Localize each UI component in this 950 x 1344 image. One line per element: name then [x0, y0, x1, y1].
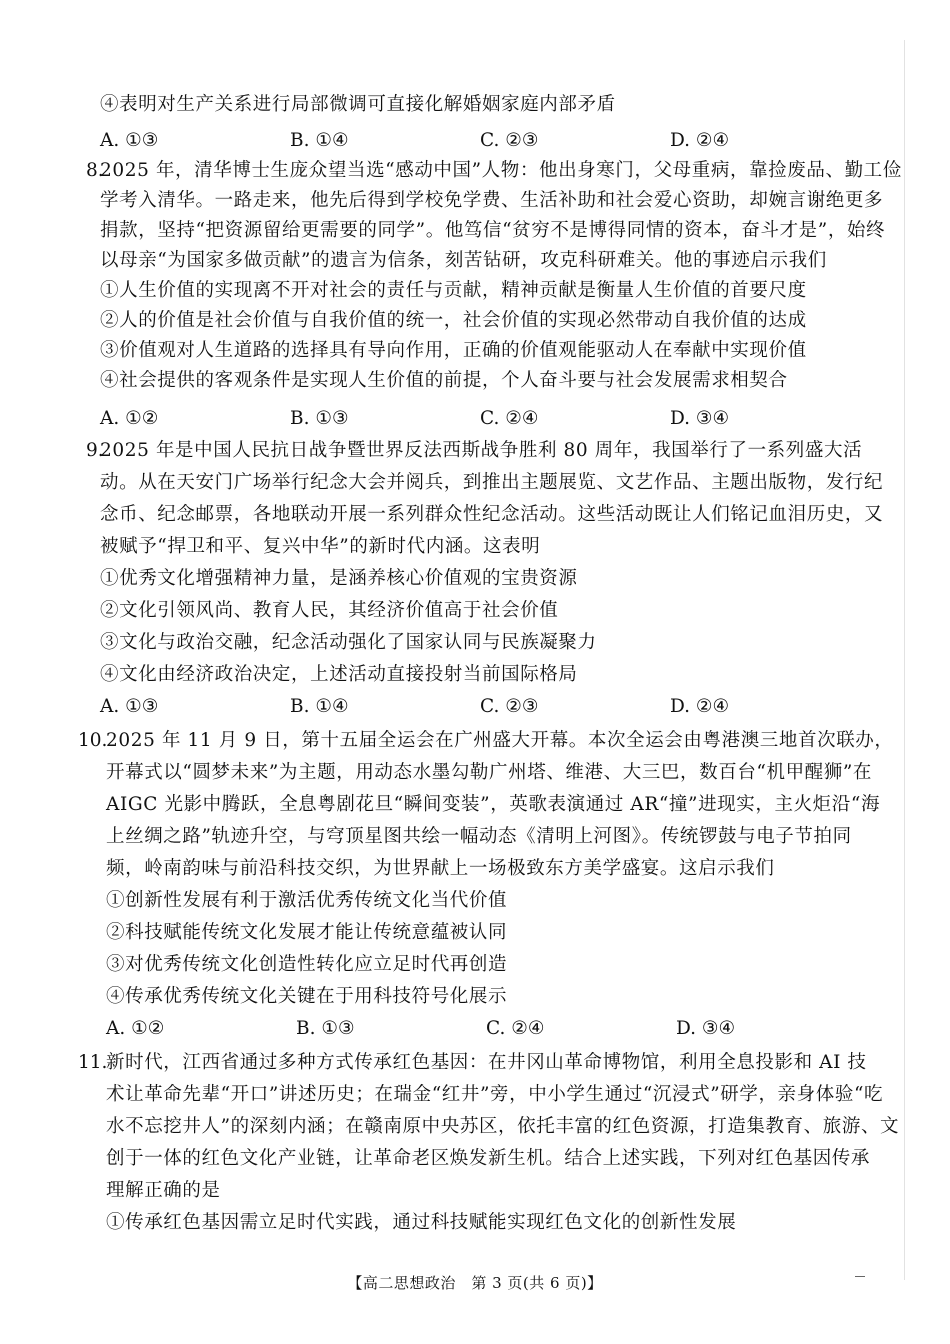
option-d: D. ②④ — [670, 130, 730, 151]
q8-stem-line-2: 学考入清华。一路走来，他先后得到学校免学费、生活补助和社会爱心资助，却婉言谢绝更多 — [100, 190, 884, 211]
option-c: C. ②④ — [486, 1018, 545, 1039]
q10-stem-line-2: 开幕式以“圆梦未来”为主题，用动态水墨勾勒广州塔、维港、大三巴，数百台“机甲醒狮”在 — [106, 762, 873, 783]
option-a: A. ①③ — [100, 130, 159, 151]
q11-stem-line-3: 水不忘挖井人”的深刻内涵；在赣南原中央苏区，依托丰富的红色资源，打造集教育、旅游、文 — [106, 1116, 900, 1137]
q10-options — [106, 1014, 866, 1044]
page-footer: 【高二思想政治 第 3 页(共 6 页)】 — [347, 1274, 603, 1292]
prev-question-options — [100, 126, 860, 156]
q9-stem-line-4: 被赋予“捍卫和平、复兴中华”的新时代内涵。这表明 — [100, 536, 541, 557]
scan-edge-line — [904, 40, 905, 1280]
q9-item-4: ④文化由经济政治决定，上述活动直接投射当前国际格局 — [100, 664, 578, 685]
q8-stem-line-4: 以母亲“为国家多做贡献”的遗言为信条，刻苦钻研，攻克科研难关。他的事迹启示我们 — [100, 250, 827, 271]
option-a: A. ①② — [100, 408, 159, 429]
option-c: C. ②③ — [480, 130, 539, 151]
q9-stem-line-1: 2025 年是中国人民抗日战争暨世界反法西斯战争胜利 80 周年，我国举行了一系列盛大活 — [100, 440, 863, 461]
q9-stem-line-2: 动。从在天安门广场举行纪念大会并阅兵，到推出主题展览、文艺作品、主题出版物，发行纪 — [100, 472, 884, 493]
q8-item-3: ③价值观对人生道路的选择具有导向作用，正确的价值观能驱动人在奉献中实现价值 — [100, 340, 807, 361]
q8-item-2: ②人的价值是社会价值与自我价值的统一，社会价值的实现必然带动自我价值的达成 — [100, 310, 807, 331]
q11-item-1: ①传承红色基因需立足时代实践，通过科技赋能实现红色文化的创新性发展 — [106, 1212, 737, 1233]
q9-number: 9. — [86, 440, 104, 461]
option-c: C. ②④ — [480, 408, 539, 429]
q9-item-2: ②文化引领风尚、教育人民，其经济价值高于社会价值 — [100, 600, 559, 621]
q11-stem-line-5: 理解正确的是 — [106, 1180, 221, 1201]
prev-question-item-4: ④表明对生产关系进行局部微调可直接化解婚姻家庭内部矛盾 — [100, 94, 616, 115]
q10-item-3: ③对优秀传统文化创造性转化应立足时代再创造 — [106, 954, 508, 975]
option-b: B. ①③ — [290, 408, 349, 429]
q9-item-3: ③文化与政治交融，纪念活动强化了国家认同与民族凝聚力 — [100, 632, 597, 653]
q11-stem-line-1: 新时代，江西省通过多种方式传承红色基因：在井冈山革命博物馆，利用全息投影和 AI 技 — [106, 1052, 867, 1073]
q8-stem-line-3: 捐款，坚持“把资源留给更需要的同学”。他笃信“贫穷不是博得同情的资本，奋斗才是”，始终 — [100, 220, 886, 241]
option-c: C. ②③ — [480, 696, 539, 717]
q9-options — [100, 692, 860, 722]
q10-stem-line-5: 频，岭南韵味与前沿科技交织，为世界献上一场极致东方美学盛宴。这启示我们 — [106, 858, 775, 879]
option-a: A. ①② — [106, 1018, 165, 1039]
corner-mark — [855, 1276, 865, 1277]
q10-number: 10. — [78, 730, 108, 751]
q8-options — [100, 404, 860, 434]
q10-item-2: ②科技赋能传统文化发展才能让传统意蕴被认同 — [106, 922, 508, 943]
option-a: A. ①③ — [100, 696, 159, 717]
q11-stem-line-2: 术让革命先辈“开口”讲述历史；在瑞金“红井”旁，中小学生通过“沉浸式”研学，亲身体验“吃 — [106, 1084, 884, 1105]
q8-item-4: ④社会提供的客观条件是实现人生价值的前提，个人奋斗要与社会发展需求相契合 — [100, 370, 788, 391]
option-d: D. ③④ — [676, 1018, 736, 1039]
q10-item-4: ④传承优秀传统文化关键在于用科技符号化展示 — [106, 986, 508, 1007]
q8-item-1: ①人生价值的实现离不开对社会的责任与贡献，精神贡献是衡量人生价值的首要尺度 — [100, 280, 807, 301]
q9-item-1: ①优秀文化增强精神力量，是涵养核心价值观的宝贵资源 — [100, 568, 578, 589]
q8-stem-line-1: 2025 年，清华博士生庞众望当选“感动中国”人物：他出身寒门，父母重病，靠捡废品、勤工俭 — [100, 160, 902, 181]
q10-stem-line-1: 2025 年 11 月 9 日，第十五届全运会在广州盛大开幕。本次全运会由粤港澳三地首次联办， — [106, 730, 894, 751]
option-b: B. ①③ — [296, 1018, 355, 1039]
option-b: B. ①④ — [290, 696, 349, 717]
option-d: D. ③④ — [670, 408, 730, 429]
q9-stem-line-3: 念币、纪念邮票，各地联动开展一系列群众性纪念活动。这些活动既让人们铭记血泪历史，又 — [100, 504, 884, 525]
option-b: B. ①④ — [290, 130, 349, 151]
q11-number: 11. — [78, 1052, 108, 1073]
q10-stem-line-4: 上丝绸之路”轨迹升空，与穹顶星图共绘一幅动态《清明上河图》。传统锣鼓与电子节拍同 — [106, 826, 852, 847]
q11-stem-line-4: 创于一体的红色文化产业链，让革命老区焕发新生机。结合上述实践，下列对红色基因传承 — [106, 1148, 871, 1169]
q8-number: 8. — [86, 160, 104, 181]
option-d: D. ②④ — [670, 696, 730, 717]
q10-stem-line-3: AIGC 光影中腾跃，全息粤剧花旦“瞬间变装”，英歌表演通过 AR“撞”进现实，主火炬沿“海 — [106, 794, 881, 815]
q10-item-1: ①创新性发展有利于激活优秀传统文化当代价值 — [106, 890, 508, 911]
